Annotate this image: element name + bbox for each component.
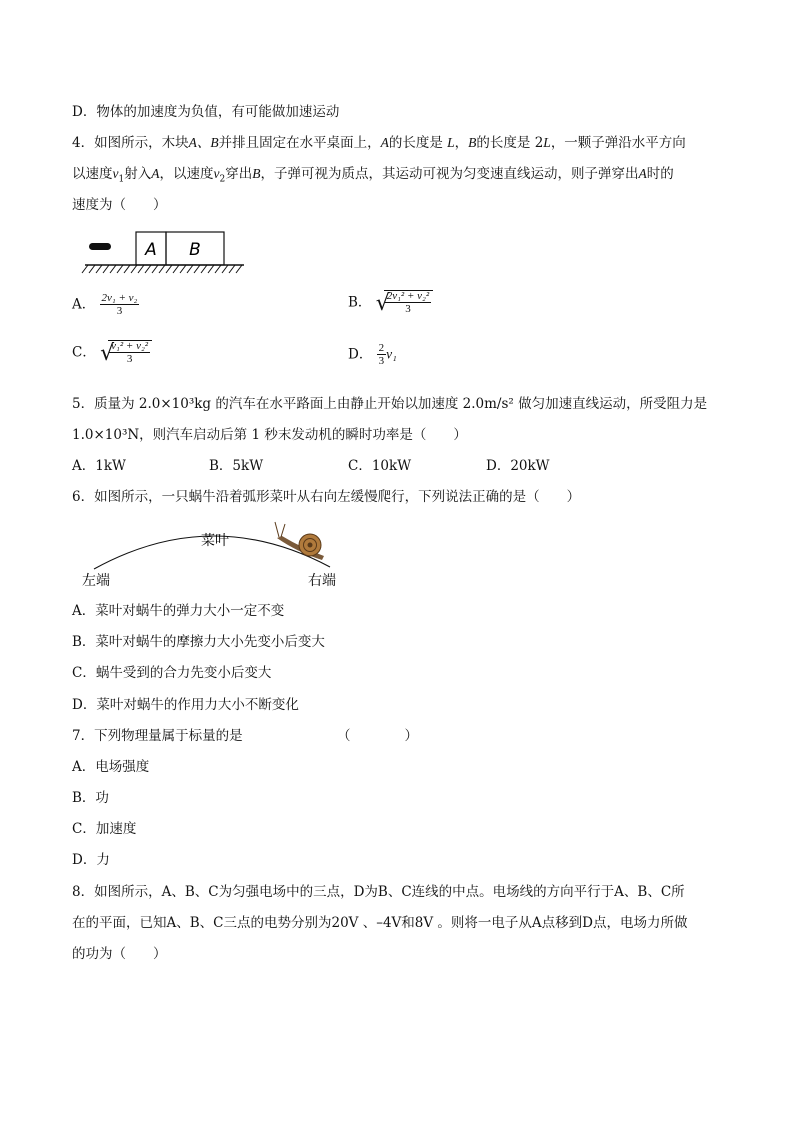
block-a-label: A — [145, 240, 157, 260]
fraction-denominator: 3 — [405, 303, 411, 315]
square-root — [376, 290, 431, 315]
fraction-denominator: 3 — [126, 353, 133, 365]
q6-option-d: D．菜叶对蜗牛的作用力大小不断变化 — [72, 697, 299, 713]
radical-bar — [384, 290, 433, 291]
hatch-line — [215, 265, 221, 273]
left-end-label: 左端 — [82, 573, 110, 589]
hatch-line — [138, 265, 144, 273]
q4-text: 时的 — [646, 166, 674, 182]
hatch-line — [187, 265, 193, 273]
q4-option-c — [72, 340, 150, 365]
hatch-line — [103, 265, 109, 273]
q4-text: 射入 — [124, 166, 152, 182]
hatch-line — [159, 265, 165, 273]
q4-var: L — [543, 135, 551, 150]
hatch-line — [145, 265, 151, 273]
fraction-denominator: 3 — [378, 355, 385, 367]
hatch-line — [180, 265, 186, 273]
leaf-label: 菜叶 — [201, 533, 229, 549]
hatch-line — [82, 265, 88, 273]
q4-option-b — [348, 290, 431, 315]
q4-option-d — [348, 342, 397, 367]
hatch-line — [222, 265, 228, 273]
q4-stem-line2 — [72, 165, 674, 189]
q4-stem-line3: 速度为（ ） — [72, 197, 167, 213]
table-hatching — [82, 265, 242, 273]
fraction-numerator: 2v₁² + v₂² — [386, 290, 430, 302]
q8-stem-line3: 的功为（ ） — [72, 946, 167, 962]
q4-sub: 2 — [219, 174, 226, 185]
hatch-line — [131, 265, 137, 273]
right-end-label: 右端 — [308, 573, 336, 589]
q6-option-c: C．蜗牛受到的合力先变小后变大 — [72, 665, 272, 681]
q4-text: 以速度 — [72, 166, 113, 182]
hatch-line — [124, 265, 130, 273]
q6-stem: 6．如图所示，一只蜗牛沿着弧形菜叶从右向左缓慢爬行，下列说法正确的是（ ） — [72, 489, 581, 505]
hatch-line — [166, 265, 172, 273]
q4-var: A — [638, 166, 647, 181]
q5-option-c: C．10kW — [348, 458, 412, 474]
q4-var: v — [213, 166, 220, 181]
q4-var: B — [252, 166, 261, 181]
hatch-line — [117, 265, 123, 273]
hatch-line — [173, 265, 179, 273]
q6-leaf-figure — [72, 512, 352, 592]
q4-text: 的长度是 2 — [476, 135, 544, 151]
hatch-line — [152, 265, 158, 273]
q4-text: ，一颗子弹沿水平方向 — [550, 135, 686, 151]
q4-var: v — [112, 166, 119, 181]
q4-option-a — [72, 292, 139, 317]
q5-stem-line1: 5．质量为 2.0×10³kg 的汽车在水平路面上由静止开始以加速度 2.0m/s² 做匀加速直线运动，所受阻力是 — [72, 396, 708, 412]
q4-var: A — [380, 135, 389, 150]
q4-text: 穿出 — [225, 166, 253, 182]
hatch-line — [89, 265, 95, 273]
q4-text: ，子弹可视为质点，其运动可视为匀变速直线运动，则子弹穿出 — [260, 166, 639, 182]
q8-stem-line1: 8．如图所示，A、B、C为匀强电场中的三点，D为B、C连线的中点。电场线的方向平行于A、B、C所 — [72, 884, 685, 900]
radical-sign: √ — [375, 291, 390, 316]
radical-sign: √ — [100, 341, 115, 366]
fraction — [109, 340, 150, 365]
snail-icon — [275, 522, 324, 560]
hatch-line — [110, 265, 116, 273]
hatch-line — [201, 265, 207, 273]
q7-option-b: B．功 — [72, 790, 109, 806]
hatch-line — [236, 265, 242, 273]
q5-option-d: D．20kW — [486, 458, 550, 474]
q3-option-d: D．物体的加速度为负值，有可能做加速运动 — [72, 104, 340, 120]
q4-var: L — [447, 135, 455, 150]
option-label: D． — [348, 346, 373, 363]
hatch-line — [208, 265, 214, 273]
q4-var: A、B — [188, 135, 219, 150]
fraction-numerator: v₁² + v₂² — [111, 340, 149, 352]
fraction-denominator: 3 — [116, 305, 123, 317]
option-label: A． — [72, 296, 96, 313]
option-label: B． — [348, 294, 372, 311]
hatch-line — [194, 265, 200, 273]
hatch-line — [229, 265, 235, 273]
square-root — [100, 340, 150, 365]
q4-text: 并排且固定在水平桌面上， — [218, 135, 381, 151]
bullet-shape — [89, 243, 111, 250]
block-b-label: B — [189, 240, 201, 260]
q5-option-b: B．5kW — [209, 458, 264, 474]
q4-text: 的长度是 — [388, 135, 443, 151]
hatch-line — [96, 265, 102, 273]
q4-sub: 1 — [118, 174, 125, 185]
q7-option-d: D．力 — [72, 852, 110, 868]
q7-option-a: A．电场强度 — [72, 759, 150, 775]
option-label: C． — [72, 344, 96, 361]
q4-stem-line1 — [72, 134, 686, 152]
q8-stem-line2: 在的平面，已知A、B、C三点的电势分别为20V 、–4V和8V 。则将一电子从A点移到D点，电场力所做 — [72, 915, 688, 931]
fraction — [100, 292, 140, 317]
radical-bar — [108, 340, 152, 341]
q4-text: ， — [454, 135, 469, 151]
q4-text: 4．如图所示，木块 — [72, 135, 189, 151]
q7-answer-paren: （ ） — [337, 728, 418, 744]
fraction — [377, 342, 387, 367]
option-variable: v₁ — [386, 346, 397, 362]
q6-option-a: A．菜叶对蜗牛的弹力大小一定不变 — [72, 603, 285, 619]
q4-text: ，以速度 — [159, 166, 214, 182]
fraction-numerator: 2 — [378, 342, 385, 354]
q5-option-a: A．1kW — [72, 458, 126, 474]
q4-var: A — [151, 166, 160, 181]
q7-stem: 7．下列物理量属于标量的是 — [72, 728, 243, 744]
fraction-numerator: 2v₁ + v₂ — [101, 292, 138, 304]
q4-var: B — [468, 135, 477, 150]
fraction — [385, 290, 431, 315]
q7-option-c: C．加速度 — [72, 821, 137, 837]
q5-stem-line2: 1.0×10³N，则汽车启动后第 1 秒末发动机的瞬时功率是（ ） — [72, 427, 467, 443]
q6-option-b: B．菜叶对蜗牛的摩擦力大小先变小后变大 — [72, 634, 325, 650]
q4-blocks-figure — [80, 228, 250, 276]
